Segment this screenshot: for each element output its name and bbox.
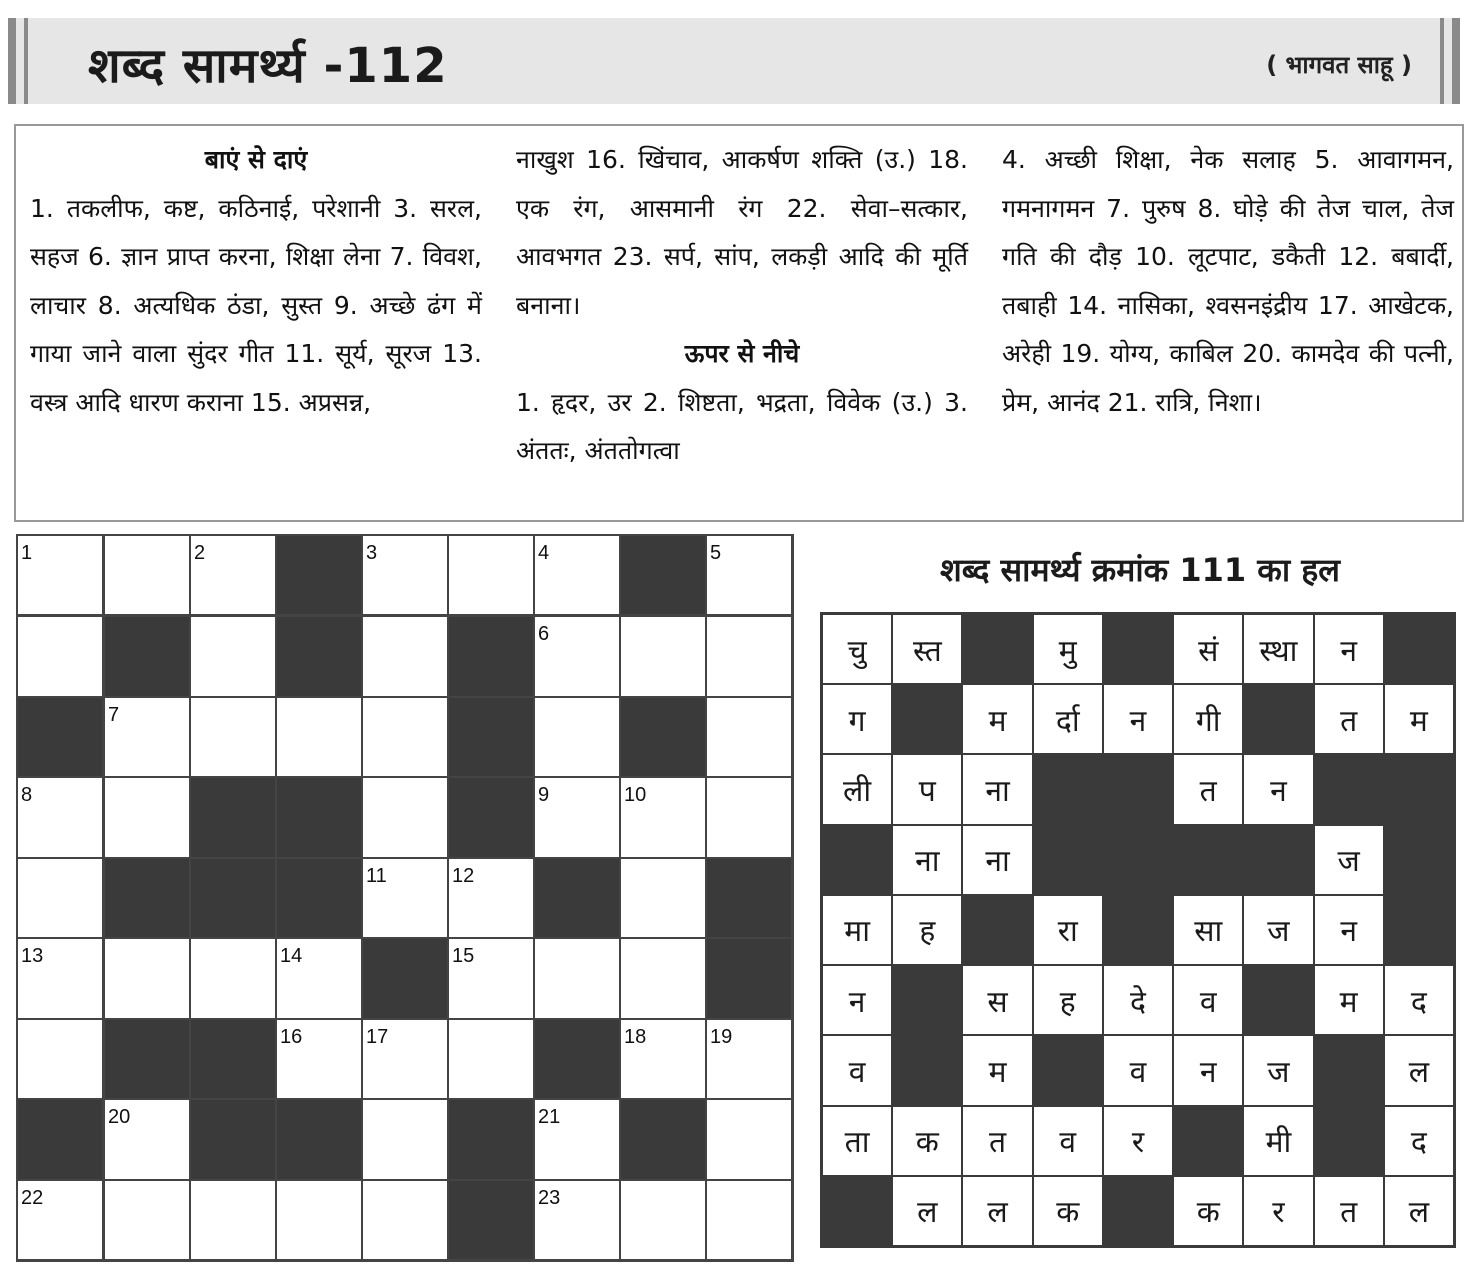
solution-cell: ज: [1244, 1036, 1312, 1104]
grid-cell[interactable]: [191, 939, 275, 1017]
grid-cell[interactable]: [535, 536, 619, 614]
grid-cell[interactable]: [105, 698, 189, 776]
solution-cell: म: [1315, 966, 1383, 1034]
grid-cell[interactable]: [363, 617, 447, 695]
solution-cell: द: [1385, 1107, 1453, 1175]
solution-cell-blocked: [893, 1036, 961, 1104]
grid-cell-blocked: [707, 939, 791, 1017]
solution-cell-blocked: [1104, 1177, 1172, 1245]
grid-cell-blocked: [277, 859, 361, 937]
grid-cell[interactable]: [707, 536, 791, 614]
solution-cell-blocked: [1034, 826, 1102, 894]
solution-cell: र: [1244, 1177, 1312, 1245]
solution-cell: मु: [1034, 615, 1102, 683]
solution-cell: रा: [1034, 896, 1102, 964]
grid-cell-blocked: [277, 1100, 361, 1178]
solution-cell-blocked: [1104, 615, 1172, 683]
clue-number: 7: [108, 703, 120, 726]
grid-cell[interactable]: [621, 1020, 705, 1098]
grid-cell-blocked: [707, 859, 791, 937]
grid-cell-blocked: [363, 939, 447, 1017]
solution-cell-blocked: [1244, 966, 1312, 1034]
solution-cell: न: [1104, 685, 1172, 753]
grid-cell[interactable]: [363, 1100, 447, 1178]
solution-cell: ल: [893, 1177, 961, 1245]
clue-number: 20: [108, 1106, 131, 1129]
solution-cell: ना: [893, 826, 961, 894]
across-clues-part-1: 1. तकलीफ, कष्ट, कठिनाई, परेशानी 3. सरल, सहज 6. ज्ञान प्राप्त करना, शिक्षा लेना 7. विवश, लाचार 8. अत्यधिक ठंडा, सुस्त 9. अच्छे ढंग में गाया जाने वाला सुंदर गीत 11. सूर्य, सूरज 13. वस्त्र आदि धारण कराना 15. अप्रसन्न,: [30, 193, 482, 417]
grid-cell[interactable]: [18, 939, 102, 1017]
grid-cell[interactable]: [707, 778, 791, 856]
clues-column-3: [1002, 136, 1454, 427]
clues-column-1: [30, 136, 482, 427]
grid-cell[interactable]: [449, 1020, 533, 1098]
clue-number: 6: [538, 623, 550, 646]
solution-cell: म: [1385, 685, 1453, 753]
solution-cell: त: [963, 1107, 1031, 1175]
solution-cell: ना: [963, 755, 1031, 823]
solution-cell-blocked: [893, 966, 961, 1034]
solution-cell-blocked: [1034, 1036, 1102, 1104]
solution-cell: सं: [1174, 615, 1242, 683]
grid-cell-blocked: [18, 1100, 102, 1178]
grid-cell-blocked: [621, 536, 705, 614]
grid-cell[interactable]: [621, 617, 705, 695]
grid-cell[interactable]: [707, 1100, 791, 1178]
grid-cell-blocked: [277, 617, 361, 695]
solution-cell-blocked: [1385, 896, 1453, 964]
grid-cell[interactable]: [535, 617, 619, 695]
down-heading: ऊपर से नीचे: [684, 339, 800, 368]
solution-cell: दे: [1104, 966, 1172, 1034]
clue-number: 19: [710, 1025, 733, 1048]
grid-cell-blocked: [449, 1181, 533, 1259]
clue-number: 12: [452, 864, 475, 887]
solution-cell: न: [1174, 1036, 1242, 1104]
solution-cell: ल: [963, 1177, 1031, 1245]
solution-cell-blocked: [1174, 1107, 1242, 1175]
solution-cell: क: [1174, 1177, 1242, 1245]
grid-cell[interactable]: [449, 939, 533, 1017]
grid-cell-blocked: [191, 1020, 275, 1098]
clue-number: 14: [280, 945, 303, 968]
solution-cell-blocked: [963, 896, 1031, 964]
grid-cell[interactable]: [535, 778, 619, 856]
solution-cell: क: [1034, 1177, 1102, 1245]
solution-cell: न: [1315, 896, 1383, 964]
solution-cell-blocked: [823, 1177, 891, 1245]
solution-cell: स्था: [1244, 615, 1312, 683]
solution-cell: चु: [823, 615, 891, 683]
solution-cell: द: [1385, 966, 1453, 1034]
solution-cell: ल: [1385, 1177, 1453, 1245]
grid-cell[interactable]: [191, 698, 275, 776]
grid-cell[interactable]: [621, 778, 705, 856]
clue-number: 18: [624, 1025, 647, 1048]
solution-cell: न: [1244, 755, 1312, 823]
solution-grid: [820, 612, 1456, 1248]
grid-cell[interactable]: [363, 1020, 447, 1098]
grid-cell-blocked: [18, 698, 102, 776]
grid-cell[interactable]: [191, 617, 275, 695]
grid-cell-blocked: [105, 617, 189, 695]
across-clues-part-2: नाखुश 16. खिंचाव, आकर्षण शक्ति (उ.) 18. एक रंग, आसमानी रंग 22. सेवा–सत्कार, आवभगत 23. सर्प, सांप, लकड़ी आदि की मूर्ति बनाना।: [516, 145, 968, 320]
solution-cell-blocked: [1244, 685, 1312, 753]
solution-cell-blocked: [1385, 755, 1453, 823]
grid-cell[interactable]: [277, 1181, 361, 1259]
grid-cell-blocked: [535, 1020, 619, 1098]
clue-number: 11: [366, 864, 387, 887]
grid-cell[interactable]: [191, 536, 275, 614]
grid-cell[interactable]: [105, 1100, 189, 1178]
clue-number: 21: [538, 1106, 561, 1129]
grid-cell-blocked: [621, 1100, 705, 1178]
grid-cell[interactable]: [277, 698, 361, 776]
clue-number: 15: [452, 945, 475, 968]
solution-cell: त: [1315, 685, 1383, 753]
solution-cell: व: [1174, 966, 1242, 1034]
grid-cell[interactable]: [105, 536, 189, 614]
solution-cell: प: [893, 755, 961, 823]
solution-cell: म: [963, 1036, 1031, 1104]
grid-cell[interactable]: [18, 1020, 102, 1098]
solution-cell: सा: [1174, 896, 1242, 964]
solution-cell-blocked: [1174, 826, 1242, 894]
clue-number: 1: [21, 542, 33, 564]
grid-cell[interactable]: [449, 536, 533, 614]
grid-cell[interactable]: [105, 778, 189, 856]
grid-cell[interactable]: [363, 859, 447, 937]
grid-cell[interactable]: [621, 939, 705, 1017]
solution-cell: न: [823, 966, 891, 1034]
solution-cell: त: [1174, 755, 1242, 823]
clue-number: 8: [21, 784, 33, 807]
grid-cell[interactable]: [105, 939, 189, 1017]
grid-cell-blocked: [621, 698, 705, 776]
crossword-grid: [16, 534, 794, 1262]
clue-number: 23: [538, 1186, 561, 1209]
solution-cell: ली: [823, 755, 891, 823]
grid-cell[interactable]: [277, 939, 361, 1017]
solution-cell-blocked: [1385, 826, 1453, 894]
grid-cell[interactable]: [535, 1100, 619, 1178]
grid-cell-blocked: [449, 778, 533, 856]
clue-number: 16: [280, 1025, 303, 1048]
clue-number: 2: [194, 542, 206, 564]
grid-cell[interactable]: [191, 1181, 275, 1259]
header-banner: [8, 18, 1460, 104]
solution-cell-blocked: [1315, 755, 1383, 823]
solution-cell: गी: [1174, 685, 1242, 753]
solution-cell: स: [963, 966, 1031, 1034]
solution-cell-blocked: [1385, 615, 1453, 683]
grid-cell[interactable]: [277, 1020, 361, 1098]
solution-cell: ज: [1315, 826, 1383, 894]
solution-cell: ग: [823, 685, 891, 753]
grid-cell[interactable]: [449, 859, 533, 937]
clue-number: 5: [710, 542, 722, 564]
grid-cell[interactable]: [621, 1181, 705, 1259]
solution-cell: क: [893, 1107, 961, 1175]
grid-cell[interactable]: [535, 1181, 619, 1259]
clues-box: [14, 124, 1464, 522]
solution-cell-blocked: [1104, 826, 1172, 894]
grid-cell[interactable]: [18, 859, 102, 937]
clue-number: 3: [366, 542, 378, 564]
grid-cell-blocked: [191, 859, 275, 937]
header-left-bar: [8, 18, 16, 104]
grid-cell-blocked: [277, 778, 361, 856]
down-clues-part-1: 1. हृदर, उर 2. शिष्टता, भद्रता, विवेक (उ.) 3. अंततः, अंततोगत्वा: [516, 387, 968, 465]
grid-cell[interactable]: [105, 1181, 189, 1259]
solution-cell-blocked: [823, 826, 891, 894]
grid-cell[interactable]: [535, 939, 619, 1017]
clue-number: 13: [21, 945, 44, 968]
solution-cell: ना: [963, 826, 1031, 894]
grid-cell-blocked: [191, 778, 275, 856]
author-credit: ( भागवत साहू ): [1266, 51, 1412, 79]
solution-cell: मी: [1244, 1107, 1312, 1175]
grid-cell[interactable]: [535, 698, 619, 776]
clue-number: 9: [538, 784, 550, 807]
grid-cell[interactable]: [621, 859, 705, 937]
solution-cell-blocked: [1315, 1036, 1383, 1104]
solution-cell: ल: [1385, 1036, 1453, 1104]
page-title: शब्द सामर्थ्य -112: [88, 38, 448, 94]
clues-column-2: [516, 136, 968, 476]
grid-cell[interactable]: [363, 536, 447, 614]
grid-cell[interactable]: [18, 778, 102, 856]
solution-cell: र्दा: [1034, 685, 1102, 753]
header-right-bar: [1452, 18, 1460, 104]
solution-cell-blocked: [1315, 1107, 1383, 1175]
solution-cell: व: [1104, 1036, 1172, 1104]
solution-cell-blocked: [1104, 755, 1172, 823]
down-clues-part-2: 4. अच्छी शिक्षा, नेक सलाह 5. आवागमन, गमनागमन 7. पुरुष 8. घोड़े की तेज चाल, तेज गति की दौड़ 10. लूटपाट, डकैती 12. बबार्दी, तबाही 14. नासिका, श्वसनइंद्रीय 17. आखेटक, अरेही 19. योग्य, काबिल 20. कामदेव की पत्नी, प्रेम, आनंद 21. रात्रि, निशा।: [1002, 145, 1454, 417]
solution-cell: ह: [1034, 966, 1102, 1034]
grid-cell-blocked: [535, 859, 619, 937]
grid-cell-blocked: [449, 617, 533, 695]
header-right-bar-thin: [1440, 18, 1444, 104]
grid-cell[interactable]: [363, 778, 447, 856]
solution-cell-blocked: [1034, 755, 1102, 823]
solution-cell: ता: [823, 1107, 891, 1175]
grid-cell[interactable]: [707, 1181, 791, 1259]
solution-cell: व: [1034, 1107, 1102, 1175]
grid-cell[interactable]: [707, 1020, 791, 1098]
clue-number: 4: [538, 542, 550, 564]
grid-cell[interactable]: [363, 698, 447, 776]
clue-number: 22: [21, 1186, 44, 1209]
clue-number: 17: [366, 1025, 389, 1048]
solution-cell-blocked: [1244, 826, 1312, 894]
solution-cell-blocked: [963, 615, 1031, 683]
grid-cell[interactable]: [18, 1181, 102, 1259]
across-heading: बाएं से दाएं: [204, 145, 308, 174]
header-left-bar-thin: [24, 18, 28, 104]
solution-cell: त: [1315, 1177, 1383, 1245]
grid-cell[interactable]: [18, 617, 102, 695]
solution-cell: मा: [823, 896, 891, 964]
grid-cell-blocked: [449, 698, 533, 776]
solution-cell: स्त: [893, 615, 961, 683]
grid-cell-blocked: [105, 1020, 189, 1098]
solution-cell: न: [1315, 615, 1383, 683]
solution-cell: ह: [893, 896, 961, 964]
solution-cell: ज: [1244, 896, 1312, 964]
grid-cell-blocked: [191, 1100, 275, 1178]
solution-cell-blocked: [1104, 896, 1172, 964]
solution-title: शब्द सामर्थ्य क्रमांक 111 का हल: [939, 551, 1340, 589]
grid-cell[interactable]: [363, 1181, 447, 1259]
solution-cell: व: [823, 1036, 891, 1104]
clue-number: 10: [624, 784, 647, 807]
grid-cell[interactable]: [707, 698, 791, 776]
solution-cell-blocked: [893, 685, 961, 753]
grid-cell-blocked: [105, 859, 189, 937]
solution-cell: म: [963, 685, 1031, 753]
grid-cell-blocked: [449, 1100, 533, 1178]
solution-cell: र: [1104, 1107, 1172, 1175]
grid-cell[interactable]: [18, 536, 102, 614]
grid-cell[interactable]: [707, 617, 791, 695]
grid-cell-blocked: [277, 536, 361, 614]
